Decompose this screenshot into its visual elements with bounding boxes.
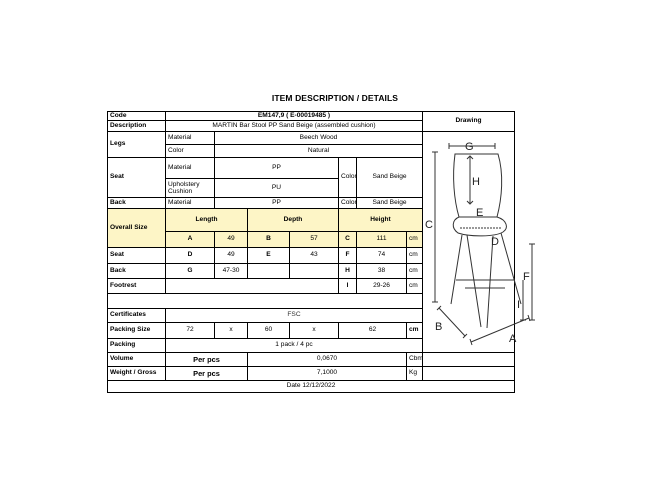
page-title: ITEM DESCRIPTION / DETAILS: [271, 93, 399, 103]
length-header: Length: [166, 209, 248, 232]
seat-label: Seat: [108, 158, 166, 198]
packing-width: 60: [248, 323, 290, 339]
dim-h-value: 38: [357, 264, 407, 279]
overall-size-label: Overall Size: [108, 209, 166, 248]
packing-x-2: x: [290, 323, 339, 339]
certificates-label: Certificates: [108, 309, 166, 323]
footrest-empty: [166, 279, 339, 294]
packing-label: Packing: [108, 339, 166, 353]
seat-dims-unit: cm: [407, 248, 423, 264]
volume-unit: Cbm: [407, 353, 423, 367]
legs-color-label: Color: [166, 145, 215, 158]
packing-height: 62: [339, 323, 407, 339]
footrest-unit: cm: [407, 279, 423, 294]
legs-color-value: Natural: [215, 145, 423, 158]
dim-f-letter: F: [339, 248, 357, 264]
drawing-header: Drawing: [423, 112, 515, 132]
stool-drawing: [425, 132, 539, 352]
legs-material-value: Beech Wood: [215, 132, 423, 145]
drawing-label-h: H: [472, 176, 480, 188]
volume-per: Per pcs: [166, 353, 248, 367]
stool-footrest: [456, 280, 515, 288]
dim-e-value: 43: [290, 248, 339, 264]
dim-i-value: 29-26: [357, 279, 407, 294]
dim-g-value: 47-30: [215, 264, 248, 279]
seat-dims-label: Seat: [108, 248, 166, 264]
weight-unit: Kg: [407, 367, 423, 381]
weight-drawing-empty: [423, 367, 515, 381]
dim-line-f: [529, 244, 535, 320]
overall-size-unit: cm: [407, 232, 423, 248]
drawing-label-i: I: [517, 299, 521, 311]
dim-c-letter: C: [339, 232, 357, 248]
dim-a-value: 49: [215, 232, 248, 248]
dim-c-value: 111: [357, 232, 407, 248]
drawing-label-a: A: [509, 333, 517, 345]
seat-color-label: Color: [339, 158, 357, 198]
height-header: Height: [339, 209, 423, 232]
back-dims-empty-2: [290, 264, 339, 279]
drawing-label-f: F: [523, 271, 530, 283]
dim-i-letter: I: [339, 279, 357, 294]
weight-per: Per pcs: [166, 367, 248, 381]
description-label: Description: [108, 121, 166, 132]
back-dims-unit: cm: [407, 264, 423, 279]
footrest-label: Footrest: [108, 279, 166, 294]
row-date: [108, 381, 515, 393]
dim-f-value: 74: [357, 248, 407, 264]
seat-material-value: PP: [215, 158, 339, 179]
drawing-label-b: B: [435, 321, 443, 333]
packing-length: 72: [166, 323, 215, 339]
code-value: EM147,9 ( E-00019485 ): [166, 112, 423, 121]
dim-a-letter: A: [166, 232, 215, 248]
drawing-label-d: D: [491, 236, 499, 248]
dim-g-letter: G: [166, 264, 215, 279]
packing-x-1: x: [215, 323, 248, 339]
weight-value: 7,1000: [248, 367, 407, 381]
packing-value: 1 pack / 4 pc: [166, 339, 423, 353]
dim-line-i: [520, 280, 526, 320]
packing-size-label: Packing Size: [108, 323, 166, 339]
packing-size-unit: cm: [407, 323, 423, 339]
dim-d-value: 49: [215, 248, 248, 264]
stool-seat: [453, 217, 506, 236]
item-details-table: [107, 111, 530, 393]
back-dims-label: Back: [108, 264, 166, 279]
seat-upholstery-label: Upholstery Cushion: [166, 179, 215, 198]
drawing-area: [423, 132, 530, 353]
description-value: MARTIN Bar Stool PP Sand Beige (assembled cushion): [166, 121, 423, 132]
row-legs-material: [108, 132, 515, 145]
row-volume: [108, 353, 515, 367]
legs-label: Legs: [108, 132, 166, 158]
row-weight: [108, 367, 515, 381]
dim-b-letter: B: [248, 232, 290, 248]
dim-d-letter: D: [166, 248, 215, 264]
code-label: Code: [108, 112, 166, 121]
back-color-value: Sand Beige: [357, 198, 423, 209]
drawing-label-g: G: [465, 141, 474, 153]
certificates-value: FSC: [166, 309, 423, 323]
back-material-value: PP: [215, 198, 339, 209]
volume-drawing-empty: [423, 353, 515, 367]
seat-material-label: Material: [166, 158, 215, 179]
seat-color-value: Sand Beige: [357, 158, 423, 198]
depth-header: Depth: [248, 209, 339, 232]
dim-b-value: 57: [290, 232, 339, 248]
drawing-label-e: E: [476, 207, 484, 219]
legs-material-label: Material: [166, 132, 215, 145]
volume-label: Volume: [108, 353, 166, 367]
back-color-label: Color: [339, 198, 357, 209]
drawing-label-c: C: [425, 219, 433, 231]
blank-row: [108, 294, 423, 309]
document-date: Date 12/12/2022: [108, 381, 515, 393]
back-label: Back: [108, 198, 166, 209]
back-material-label: Material: [166, 198, 215, 209]
dim-e-letter: E: [248, 248, 290, 264]
dim-h-letter: H: [339, 264, 357, 279]
weight-label: Weight / Gross: [108, 367, 166, 381]
row-code: [108, 112, 515, 121]
back-dims-empty-1: [248, 264, 290, 279]
seat-upholstery-value: PU: [215, 179, 339, 198]
volume-value: 0,0670: [248, 353, 407, 367]
